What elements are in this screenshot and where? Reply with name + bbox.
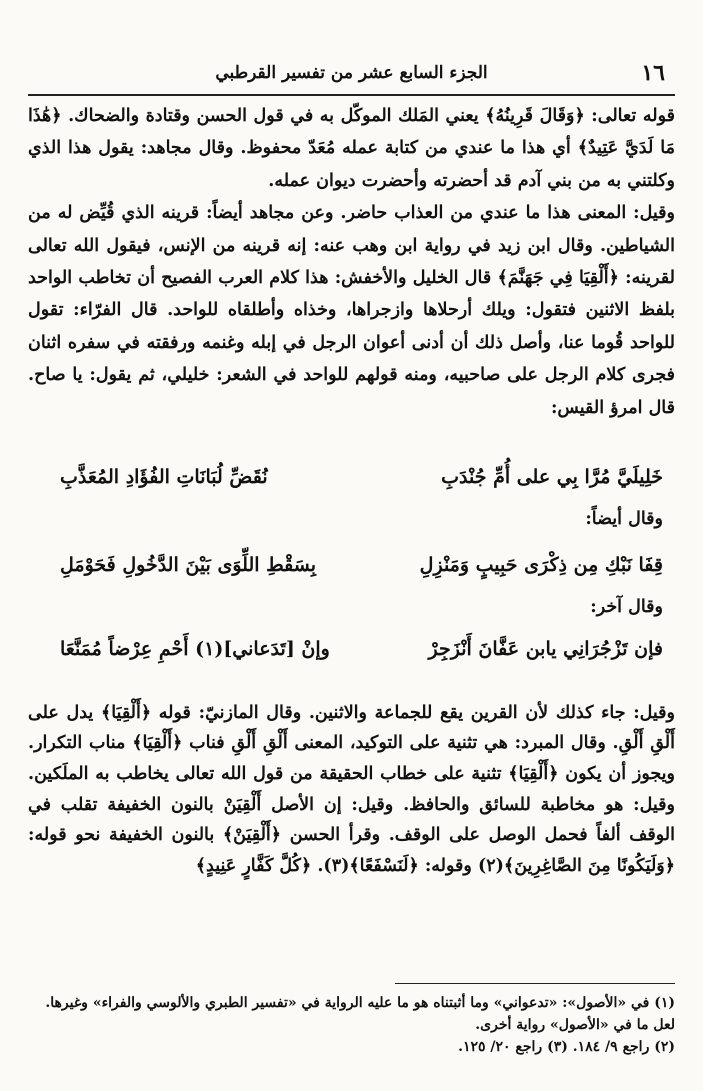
verse-2: [60, 554, 663, 588]
verse-intro-label-1: وقال أيضاً:: [585, 509, 663, 529]
page-header: [28, 60, 675, 90]
verse-1: [60, 466, 663, 500]
header-rule: [28, 94, 675, 96]
verse-2-second-hemistich: بِسَقْطِ اللِّوَى بَيْنَ الدَّخُولِ فَحَوْمَلِ: [60, 554, 317, 576]
verse-2-first-hemistich: قِفَا نَبْكِ مِن ذِكْرَى حَبِيبٍ وَمَنْزِلِ: [419, 554, 663, 576]
footnote-rule: [395, 983, 675, 984]
verse-3-first-hemistich: فإن تَزْجُرَانِي يابن عَفَّانَ أَنْزَجِرْ: [428, 638, 663, 660]
verse-1-second-hemistich: نُقَضِّ لُبَانَاتِ الفُؤَادِ المُعَذَّبِ: [60, 466, 268, 488]
verse-1-first-hemistich: خَلِيلَيَّ مُرَّا بِي على أُمِّ جُنْدَبِ: [441, 466, 663, 488]
footnote-references: (٢) راجع ٩/ ١٨٤. (٣) راجع ٢٠/ ١٢٥.: [458, 1039, 675, 1055]
paragraph-1: قوله تعالى: ﴿وَقَالَ قَرِينُهُ﴾ يعني المَلك الموكّل به في قول الحسن وقتادة والضحاك. ﴿هَٰذَا مَا لَدَيَّ عَتِيدٌ﴾ أي هذا ما عندي من كتابة عمله مُعَدّ محفوظ. وقال مجاهد: يقول هذا الذي وكلتني به من بني آدم قد أحضرته وأحضرت ديوان عمله.: [28, 106, 675, 191]
verse-intro-label-2: وقال آخر:: [590, 597, 663, 617]
paragraph-2: وقيل: المعنى هذا ما عندي من العذاب حاضر. وعن مجاهد أيضاً: قرينه الذي قُيِّض له من الشياطين. وقال ابن زيد في رواية ابن وهب عنه: إنه قرينه من الإنس، فيقول الله تعالى لقرينه: ﴿أَلْقِيَا فِي جَهَنَّمَ﴾ قال الخليل والأخفش: هذا كلام العرب الفصيح أن تخاطب الواحد بلفظ الاثنين فتقول: ويلك أرحلاها وازجراها، وخذاه وأطلقاه للواحد. قال الفرّاء: تقول للواحد قُوما عنا، وأصل ذلك أن أدنى أعوان الرجل في إبله وغنمه ورفقته في سفره اثنان فجرى كلام الرجل على صاحبيه، ومنه قولهم للواحد في الشعر: خليلي، ثم يقول: يا صاح. قال امرؤ القيس:: [28, 203, 675, 418]
verse-3: [60, 638, 663, 672]
main-text-lower: [28, 680, 675, 899]
main-text-upper: [28, 100, 675, 424]
page-number: ١٦: [641, 60, 665, 86]
footnotes: [28, 992, 675, 1058]
footnote-1: (١) في «الأصول»: «تدعواني» وما أثبتناه هو ما عليه الرواية في «تفسير الطبري والألوسي والفراء» وغيرها. لعل ما في «الأصول» رواية أخرى.: [45, 995, 675, 1033]
verse-3-second-hemistich: وإنْ [تَدَعاني](١) أَحْمِ عِرْضاً مُمَنَّعَا: [60, 638, 330, 660]
paragraph-3: وقيل: جاء كذلك لأن القرين يقع للجماعة والاثنين. وقال المازنيّ: قوله ﴿أَلْقِيَا﴾ يدل على أَلْقِ أَلْقِ. وقال المبرد: هي تثنية على التوكيد، المعنى أَلْقِ أَلْقِ فناب ﴿أَلْقِيَا﴾ مناب التكرار. ويجوز أن يكون ﴿أَلْقِيَا﴾ تثنية على خطاب الحقيقة من قول الله تعالى يخاطب به الملَكين. وقيل: هو مخاطبة للسائق والحافظ. وقيل: إن الأصل أَلْقِيَنْ بالنون الخفيفة تقلب في الوقف ألفاً فحمل الوصل على الوقف. وقرأ الحسن ﴿أَلْقِيَنْ﴾ بالنون الخفيفة نحو قوله: ﴿وَلَيَكُونًا مِنَ الصَّاغِرِينَ﴾(٢) وقوله: ﴿لَنَسْفَعًا﴾(٣). ﴿كُلَّ كَفَّارٍ عَنِيدٍ﴾: [28, 702, 675, 877]
running-title: الجزء السابع عشر من تفسير القرطبي: [215, 63, 488, 83]
